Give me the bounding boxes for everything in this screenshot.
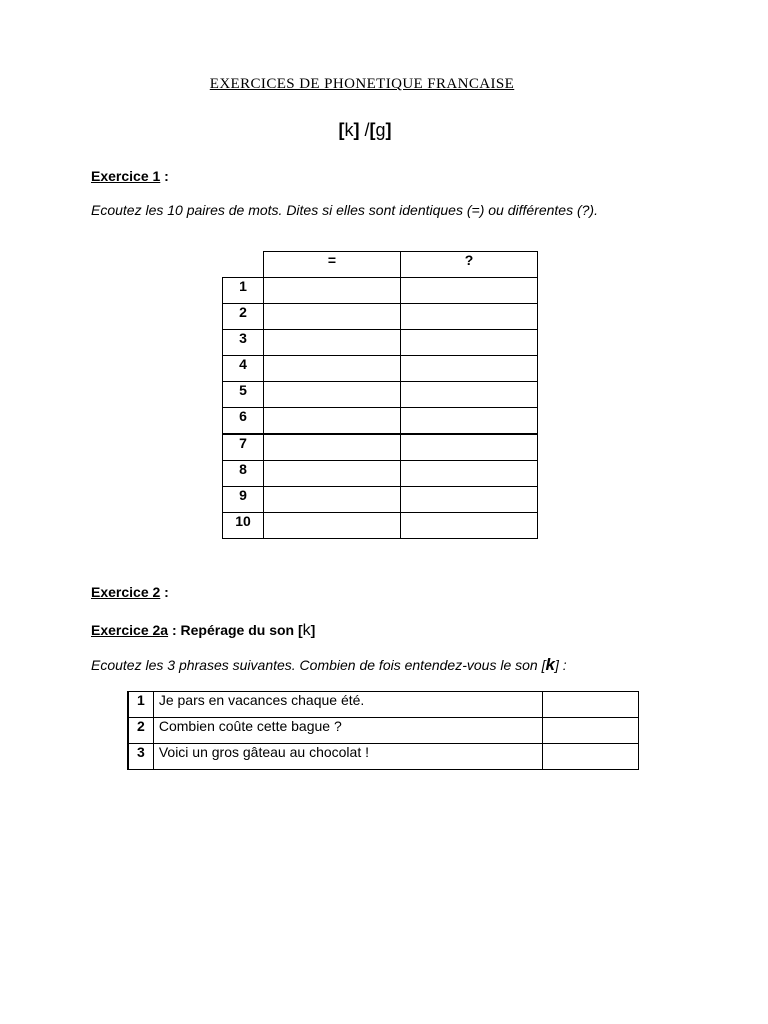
bracket: [ — [338, 120, 345, 140]
row-number: 8 — [223, 460, 264, 486]
table-row — [223, 355, 538, 381]
bracket: ] — [385, 120, 392, 140]
answer-cell[interactable] — [542, 692, 638, 718]
answer-cell[interactable] — [401, 512, 538, 538]
answer-cell[interactable] — [264, 434, 401, 461]
answer-cell[interactable] — [264, 277, 401, 303]
answer-cell[interactable] — [401, 355, 538, 381]
answer-cell[interactable] — [401, 434, 538, 461]
table-row — [128, 744, 639, 770]
instruction-text: Ecoutez les 3 phrases suivantes. Combien de fois entendez-vous le son [ — [91, 657, 546, 673]
row-number: 10 — [223, 512, 264, 538]
row-number: 2 — [128, 718, 153, 744]
phoneme-heading — [0, 120, 730, 141]
answer-cell[interactable] — [542, 744, 638, 770]
sentence-cell: Je pars en vacances chaque été. — [153, 692, 542, 718]
table-row — [223, 407, 538, 434]
phoneme-g: g — [375, 120, 386, 140]
row-number: 3 — [223, 329, 264, 355]
row-number: 2 — [223, 303, 264, 329]
empty-corner — [223, 252, 264, 278]
row-number: 9 — [223, 486, 264, 512]
row-number: 7 — [223, 434, 264, 461]
table-row — [223, 329, 538, 355]
answer-cell[interactable] — [401, 303, 538, 329]
column-header-different: ? — [401, 252, 538, 278]
table-row — [223, 303, 538, 329]
row-number: 5 — [223, 381, 264, 407]
exercise2a-title: : Repérage du son [ — [168, 622, 303, 638]
answer-cell[interactable] — [264, 355, 401, 381]
answer-cell[interactable] — [401, 277, 538, 303]
answer-cell[interactable] — [264, 486, 401, 512]
row-number: 6 — [223, 407, 264, 434]
exercise2-heading — [91, 584, 169, 600]
row-number: 4 — [223, 355, 264, 381]
exercise1-answer-table — [222, 251, 538, 539]
table-row — [223, 460, 538, 486]
exercise2-label: Exercice 2 — [91, 584, 161, 600]
answer-cell[interactable] — [264, 512, 401, 538]
answer-cell[interactable] — [401, 460, 538, 486]
answer-cell[interactable] — [264, 303, 401, 329]
colon: : — [160, 168, 169, 184]
phoneme-k: k — [545, 655, 555, 674]
instruction-end: ] : — [554, 657, 567, 673]
sentence-cell: Combien coûte cette bague ? — [153, 718, 542, 744]
bracket: [ — [369, 120, 376, 140]
answer-cell[interactable] — [264, 381, 401, 407]
column-header-equal: = — [264, 252, 401, 278]
table-row — [223, 434, 538, 461]
phoneme-k: k — [344, 120, 354, 140]
exercise2a-heading — [91, 622, 315, 640]
table-row — [223, 381, 538, 407]
exercise2a-label: Exercice 2a — [91, 622, 169, 638]
row-number: 1 — [128, 692, 153, 718]
separator: / — [359, 120, 370, 140]
exercise1-heading — [91, 168, 169, 184]
colon: : — [160, 584, 169, 600]
table-row — [128, 692, 639, 718]
answer-cell[interactable] — [401, 407, 538, 434]
exercise2a-sentence-table — [127, 691, 639, 770]
bracket: ] — [310, 622, 316, 638]
answer-cell[interactable] — [542, 718, 638, 744]
exercise1-label: Exercice 1 — [91, 168, 161, 184]
answer-cell[interactable] — [264, 460, 401, 486]
table-header-row — [223, 252, 538, 278]
row-number: 1 — [223, 277, 264, 303]
table-row — [223, 512, 538, 538]
exercise2a-instruction — [91, 657, 567, 673]
bracket: ] — [353, 120, 360, 140]
answer-cell[interactable] — [401, 381, 538, 407]
sentence-cell: Voici un gros gâteau au chocolat ! — [153, 744, 542, 770]
phoneme-k: k — [302, 622, 311, 639]
answer-cell[interactable] — [401, 486, 538, 512]
row-number: 3 — [128, 744, 153, 770]
table-row — [223, 486, 538, 512]
answer-cell[interactable] — [264, 329, 401, 355]
exercise1-instruction: Ecoutez les 10 paires de mots. Dites si elles sont identiques (=) ou différentes (?). — [91, 202, 598, 218]
table-row — [223, 277, 538, 303]
answer-cell[interactable] — [401, 329, 538, 355]
table-row — [128, 718, 639, 744]
document-title: EXERCICES DE PHONETIQUE FRANCAISE — [209, 76, 515, 92]
answer-cell[interactable] — [264, 407, 401, 434]
